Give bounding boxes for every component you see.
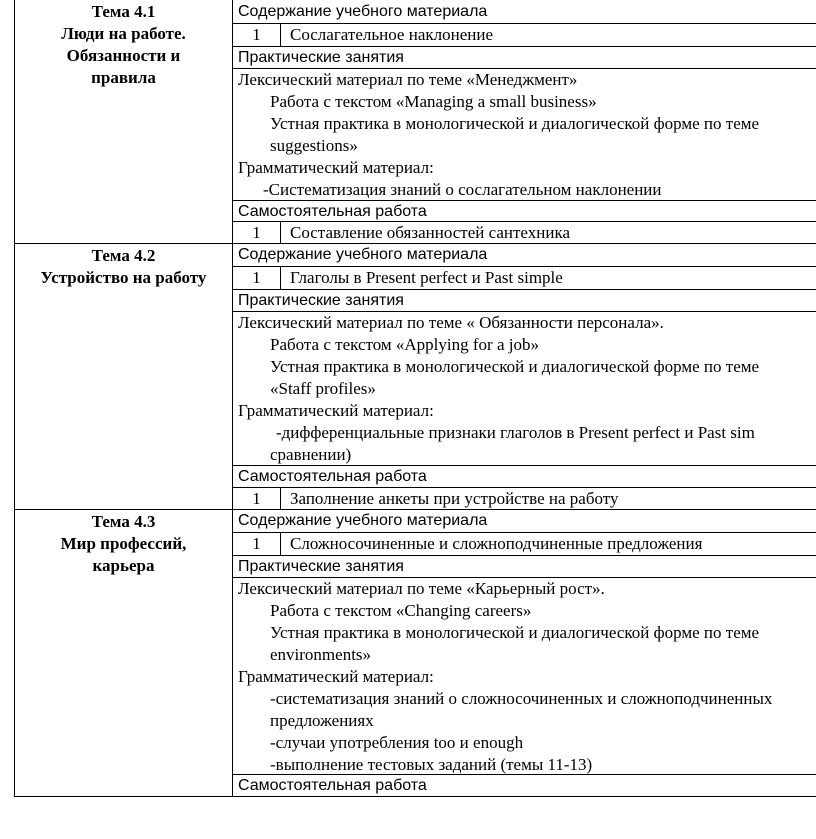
practice-line: Лексический материал по теме «Карьерный рост». xyxy=(238,579,605,598)
practice-line: Устная практика в монологической и диалогической форме по теме xyxy=(270,357,760,376)
self-study-header: Самостоятельная работа xyxy=(238,203,427,220)
practice-line: Работа с текстом «Changing careers» xyxy=(270,601,532,620)
content-header: Содержание учебного материала xyxy=(238,246,488,263)
topic-subtitle-line: Устройство на работу xyxy=(40,268,207,287)
topic-subtitle-line: Мир профессий, xyxy=(60,534,187,553)
topic-subtitle-line: Обязанности и xyxy=(66,46,181,65)
content-item xyxy=(233,24,816,46)
item-text: Сложносочиненные и сложноподчиненные предложения xyxy=(290,534,703,553)
item-number: 1 xyxy=(233,488,281,509)
practice-line: -случаи употребления too и enough xyxy=(270,733,524,752)
topic-title: Тема 4.1 xyxy=(91,2,156,21)
item-text: Глаголы в Present perfect и Past simple xyxy=(290,268,563,287)
topic-4-1 xyxy=(15,0,816,243)
content-item xyxy=(233,533,816,555)
content-header: Содержание учебного материала xyxy=(238,3,488,20)
practice-line: Грамматический материал: xyxy=(238,667,434,686)
curriculum-table xyxy=(14,0,816,797)
practice-line: environments» xyxy=(270,645,372,664)
practice-line: «Staff profiles» xyxy=(270,379,376,398)
practice-header: Практические занятия xyxy=(238,49,404,66)
topic-4-3 xyxy=(15,510,816,796)
topic-content-cell xyxy=(233,244,816,509)
item-number: 1 xyxy=(233,267,281,289)
practice-line: Устная практика в монологической и диалогической форме по теме xyxy=(270,623,760,642)
practice-line: -выполнение тестовых заданий (темы 11-13) xyxy=(270,755,593,774)
practice-line: сравнении) xyxy=(270,445,352,464)
self-study-header: Самостоятельная работа xyxy=(238,777,427,794)
item-number: 1 xyxy=(233,222,281,243)
topic-4-2 xyxy=(15,244,816,509)
item-text: Сослагательное наклонение xyxy=(290,25,493,44)
practice-line: -систематизация знаний о сложносочиненных и сложноподчиненных xyxy=(270,689,773,708)
practice-line: предложениях xyxy=(270,711,374,730)
practice-line: Работа с текстом «Applying for a job» xyxy=(270,335,539,354)
item-number: 1 xyxy=(233,24,281,46)
practice-line: -Систематизация знаний о сослагательном наклонении xyxy=(263,180,662,199)
practice-line: suggestions» xyxy=(270,136,358,155)
topic-content-cell xyxy=(233,510,816,796)
topic-title-cell xyxy=(15,244,233,509)
practice-line: Устная практика в монологической и диалогической форме по теме xyxy=(270,114,760,133)
practice-line: Лексический материал по теме «Менеджмент» xyxy=(238,70,578,89)
topic-subtitle-line: Люди на работе. xyxy=(61,24,186,43)
practice-header: Практические занятия xyxy=(238,292,404,309)
practice-line: Работа с текстом «Managing a small business» xyxy=(270,92,597,111)
content-item xyxy=(233,267,816,289)
item-text: Заполнение анкеты при устройстве на работу xyxy=(290,489,619,508)
practice-line: Лексический материал по теме « Обязанности персонала». xyxy=(238,313,664,332)
topic-title-cell xyxy=(15,510,233,796)
item-text: Составление обязанностей сантехника xyxy=(290,223,570,242)
topic-title: Тема 4.3 xyxy=(91,512,156,531)
content-header: Содержание учебного материала xyxy=(238,512,488,529)
self-study-header: Самостоятельная работа xyxy=(238,468,427,485)
practice-line: -дифференциальные признаки глаголов в Present perfect и Past sim xyxy=(276,423,755,442)
practice-header: Практические занятия xyxy=(238,558,404,575)
practice-line: Грамматический материал: xyxy=(238,158,434,177)
topic-subtitle-line: карьера xyxy=(92,556,155,575)
practice-line: Грамматический материал: xyxy=(238,401,434,420)
topic-subtitle-line: правила xyxy=(91,68,156,87)
topic-title-cell xyxy=(15,0,233,243)
self-study-item xyxy=(233,222,816,243)
topic-content-cell xyxy=(233,0,816,243)
topic-title: Тема 4.2 xyxy=(91,246,156,265)
self-study-item xyxy=(233,488,816,509)
item-number: 1 xyxy=(233,533,281,555)
